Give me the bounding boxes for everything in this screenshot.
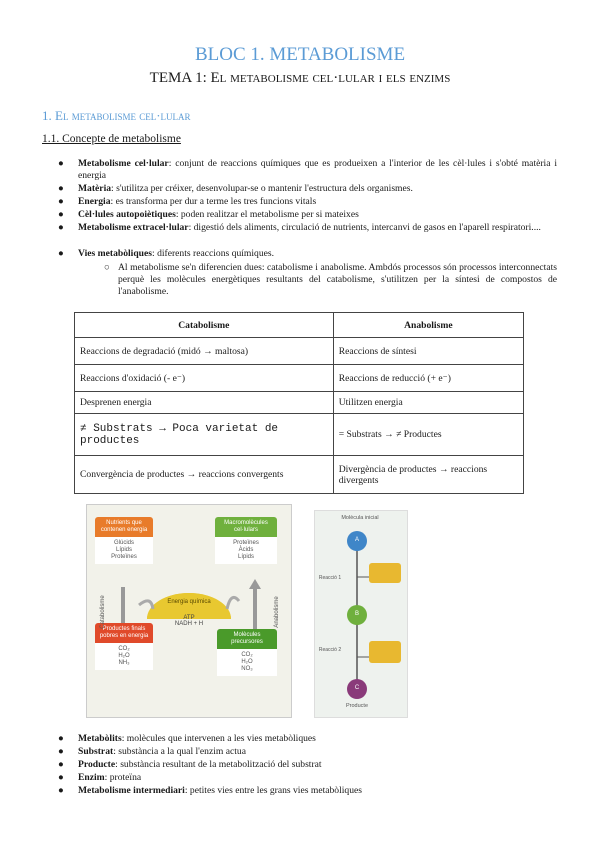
subtitle-prefix: TEMA 1: bbox=[149, 70, 211, 86]
list-item bbox=[58, 772, 557, 784]
definition: : petites vies entre les grans vies metabòliques bbox=[184, 785, 363, 796]
definition: : s'utilitza per créixer, desenvolupar-se o mantenir l'estructura dels organismes. bbox=[111, 183, 413, 194]
page-title: BLOC 1. METABOLISME bbox=[194, 44, 406, 65]
definition: : molècules que intervenen a les vies metabòliques bbox=[121, 733, 316, 744]
box-items: CO₂ H₂O NH₃ bbox=[95, 643, 153, 670]
table-cell: Reaccions de síntesi bbox=[333, 338, 523, 365]
box-title: Macromolècules cel·lulars bbox=[215, 517, 277, 537]
table-cell: Convergència de productes → reaccions convergents bbox=[75, 456, 334, 494]
energy-items: ATP NADH + H bbox=[174, 615, 204, 627]
table-row bbox=[75, 456, 524, 494]
list-item bbox=[58, 759, 557, 771]
bullet-icon: ● bbox=[58, 248, 64, 259]
list-item bbox=[58, 222, 557, 234]
box-title: Nutrients que contenen energia bbox=[95, 517, 153, 537]
list-item bbox=[58, 158, 557, 182]
page-subtitle bbox=[0, 70, 600, 87]
bottom-label: Producte bbox=[345, 703, 368, 709]
sub-bullet-text: Al metabolisme se'n diferencien dues: catabolisme i anabolisme. Ambdós processos són processos interconnectats perquè les molècules energètiques resultants del catabolisme, s'utilitzen per la síntesi de compostos de l'anabolisme. bbox=[118, 262, 557, 297]
catabolism-label: Catabolisme bbox=[100, 595, 106, 629]
box-items: Glúcids Lípids Proteïnes bbox=[95, 537, 153, 564]
bullet-icon: ● bbox=[58, 158, 64, 169]
definition: : proteïna bbox=[104, 772, 142, 783]
column-header: Catabolisme bbox=[75, 313, 334, 338]
table-cell: Desprenen energia bbox=[75, 392, 334, 414]
term: Metabolisme cel·lular bbox=[78, 158, 169, 169]
term: Vies metabòliques bbox=[78, 248, 152, 259]
bullet-icon: ● bbox=[58, 222, 64, 233]
box-items: CO₂ H₂O NO₃ bbox=[217, 649, 277, 676]
term: Producte bbox=[78, 759, 116, 770]
node-c-label: C bbox=[354, 685, 360, 691]
precursors-box bbox=[217, 629, 277, 676]
subtitle-rest: El metabolisme cel·lular i els enzims bbox=[210, 70, 451, 86]
table-cell: ≠ Substrats → Poca varietat de productes bbox=[75, 414, 334, 456]
table-cell: Reaccions d'oxidació (- e⁻) bbox=[75, 365, 334, 392]
term: Cèl·lules autopoiètiques bbox=[78, 209, 176, 220]
anabolism-label: Anabolisme bbox=[274, 596, 280, 628]
box-title: Molècules precursores bbox=[217, 629, 277, 649]
table-cell: Reaccions de degradació (midó → maltosa) bbox=[75, 338, 334, 365]
bullet-icon: ● bbox=[58, 183, 64, 194]
table-row bbox=[75, 414, 524, 456]
curve-arrow bbox=[139, 601, 153, 609]
table-row bbox=[75, 338, 524, 365]
bullet-icon: ● bbox=[58, 733, 64, 744]
list-item bbox=[58, 733, 557, 745]
sub-list-item bbox=[104, 262, 557, 298]
table-row bbox=[75, 392, 524, 414]
bullet-icon: ● bbox=[58, 746, 64, 757]
term: Metabolisme intermediari bbox=[78, 785, 185, 796]
term: Metabolisme extracel·lular bbox=[78, 222, 189, 233]
energy-title: Energia química bbox=[167, 599, 211, 605]
node-a-label: A bbox=[354, 537, 359, 543]
list-item bbox=[58, 248, 557, 260]
list-item bbox=[58, 785, 557, 797]
reaction-label: Reacció 1 bbox=[318, 575, 342, 581]
definition: : es transforma per dur a terme les tres funcions vitals bbox=[110, 196, 317, 207]
definition: : substància a la qual l'enzim actua bbox=[113, 746, 246, 757]
table-cell: = Substrats → ≠ Productes bbox=[333, 414, 523, 456]
definition: : substància resultant de la metabolització del substrat bbox=[115, 759, 322, 770]
term: Substrat bbox=[78, 746, 114, 757]
bullet-icon: ● bbox=[58, 772, 64, 783]
curve-arrow bbox=[227, 597, 239, 609]
term: Matèria bbox=[78, 183, 112, 194]
table-cell: Divergència de productes → reaccions divergents bbox=[333, 456, 523, 494]
comparison-table bbox=[74, 312, 524, 494]
term: Enzim bbox=[78, 772, 105, 783]
node-b-label: B bbox=[354, 611, 359, 617]
circle-bullet-icon: ○ bbox=[104, 262, 110, 273]
term: Energia bbox=[78, 196, 111, 207]
definition: : diferents reaccions químiques. bbox=[152, 248, 275, 259]
table-row bbox=[75, 365, 524, 392]
top-label: Molècula inicial bbox=[341, 515, 379, 521]
section-subheading: 1.1. Concepte de metabolisme bbox=[42, 133, 181, 145]
reaction-label: Reacció 2 bbox=[318, 647, 342, 653]
term: Metabòlits bbox=[78, 733, 122, 744]
table-cell: Utilitzen energia bbox=[333, 392, 523, 414]
box-items: Proteïnes Àcids Lípids bbox=[215, 537, 277, 564]
list-item bbox=[58, 183, 557, 195]
macromolecules-box bbox=[215, 517, 277, 564]
definition: : conjunt de reaccions químiques que es produeixen a l'interior de les cèl·lules i s'obté matèria i energia bbox=[78, 158, 557, 181]
list-item bbox=[58, 209, 557, 221]
bullet-icon: ● bbox=[58, 209, 64, 220]
definition: : digestió dels aliments, circulació de nutrients, intercanvi de gasos en l'aparell respiratori.... bbox=[188, 222, 541, 233]
list-item bbox=[58, 196, 557, 208]
enzyme-box bbox=[369, 563, 401, 583]
definition: : poden realitzar el metabolisme per si mateixes bbox=[175, 209, 359, 220]
pathway-diagram bbox=[314, 510, 408, 718]
table-header-row bbox=[75, 313, 524, 338]
enzyme-box bbox=[369, 641, 401, 663]
table-cell: Reaccions de reducció (+ e⁻) bbox=[333, 365, 523, 392]
nutrients-box bbox=[95, 517, 153, 564]
bullet-icon: ● bbox=[58, 196, 64, 207]
list-item bbox=[58, 746, 557, 758]
column-header: Anabolisme bbox=[333, 313, 523, 338]
section-heading: 1. El metabolisme cel·lular bbox=[42, 108, 191, 123]
bullet-icon: ● bbox=[58, 759, 64, 770]
box-title: Productes finals pobres en energia bbox=[95, 623, 153, 643]
bullet-icon: ● bbox=[58, 785, 64, 796]
metabolism-diagram bbox=[86, 504, 292, 718]
energy-label bbox=[157, 599, 221, 627]
arrowhead-icon bbox=[249, 579, 261, 589]
